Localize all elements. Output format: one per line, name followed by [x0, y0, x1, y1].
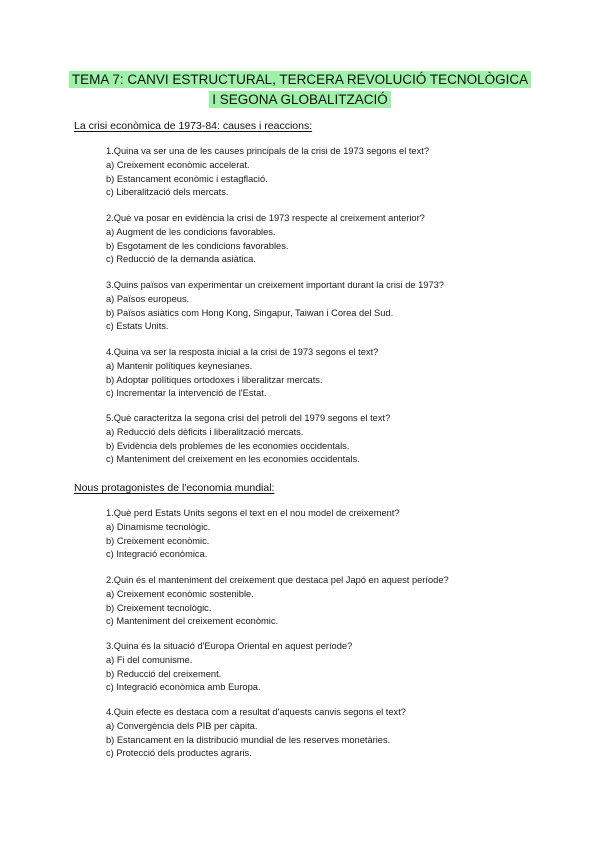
answer-options [106, 159, 546, 200]
answer-options [106, 360, 546, 401]
answer-option: c) Manteniment del creixement en les economies occidentals. [106, 454, 360, 465]
title-line-1: TEMA 7: CANVI ESTRUCTURAL, TERCERA REVOLUCIÓ TECNOLÒGICA [69, 71, 531, 88]
answer-option: b) Reducció del creixement. [106, 668, 222, 679]
answer-option: a) Fi del comunisme. [106, 654, 193, 665]
answer-option: c) Manteniment del creixement econòmic. [106, 616, 279, 627]
question-block [106, 346, 546, 401]
answer-options [106, 588, 546, 629]
answer-option: a) Convergència dels PIB per càpita. [106, 720, 258, 731]
question-block [106, 507, 546, 562]
question-stem: 1.Quina va ser una de les causes principals de la crisi de 1973 segons el text? [106, 146, 429, 156]
section-heading-crisis: La crisi econòmica de 1973-84: causes i reaccions: [74, 120, 313, 132]
question-stem: 2.Quin és el manteniment del creixement que destaca pel Japó en aquest període? [106, 575, 449, 585]
answer-options [106, 426, 546, 467]
question-block [106, 412, 546, 467]
question-stem: 3.Quins països van experimentar un creixement important durant la crisi de 1973? [106, 280, 444, 290]
answer-options [106, 654, 546, 695]
question-block [106, 574, 546, 629]
question-stem: 4.Quin efecte es destaca com a resultat d'aquests canvis segons el text? [106, 707, 406, 717]
question-block [106, 279, 546, 334]
question-block [106, 706, 546, 761]
answer-options [106, 720, 546, 761]
answer-option: c) Integració econòmica. [106, 549, 208, 560]
answer-option: b) Adoptar polítiques ortodoxes i liberalitzar mercats. [106, 374, 323, 385]
question-stem: 2.Què va posar en evidència la crisi de 1973 respecte al creixement anterior? [106, 213, 425, 223]
answer-options [106, 521, 546, 562]
answer-option: a) Creixement econòmic sostenible. [106, 588, 254, 599]
answer-option: c) Reducció de la demanda asiàtica. [106, 254, 256, 265]
question-stem: 5.Què caracteritza la segona crisi del petroli del 1979 segons el text? [106, 413, 391, 423]
answer-option: c) Incrementar la intervenció de l'Estat. [106, 388, 267, 399]
answer-option: a) Països europeus. [106, 293, 190, 304]
answer-option: b) Estancament en la distribució mundial de les reserves monetàries. [106, 734, 391, 745]
question-stem: 4.Quina va ser la resposta inicial a la crisi de 1973 segons el text? [106, 347, 379, 357]
answer-option: b) Evidència dels problemes de les economies occidentals. [106, 440, 350, 451]
answer-option: b) Creixement tecnològic. [106, 602, 212, 613]
answer-option: b) Creixement econòmic. [106, 535, 210, 546]
answer-option: a) Creixement econòmic accelerat. [106, 159, 250, 170]
answer-option: b) Estancament econòmic i estagflació. [106, 173, 268, 184]
answer-option: c) Protecció dels productes agraris. [106, 748, 252, 759]
answer-option: c) Liberalització dels mercats. [106, 187, 229, 198]
question-block [106, 640, 546, 695]
title-line-2: I SEGONA GLOBALITZACIÓ [209, 91, 391, 108]
answer-option: c) Integració econòmica amb Europa. [106, 682, 261, 693]
answer-option: b) Països asiàtics com Hong Kong, Singapur, Taiwan i Corea del Sud. [106, 307, 394, 318]
answer-options [106, 293, 546, 334]
answer-option: a) Augment de les condicions favorables. [106, 226, 276, 237]
question-block [106, 212, 546, 267]
question-stem: 3.Quina és la situació d'Europa Oriental en aquest període? [106, 641, 353, 651]
answer-option: a) Dinamisme tecnològic. [106, 521, 211, 532]
answer-option: a) Mantenir polítiques keynesianes. [106, 360, 253, 371]
answer-option: a) Reducció dels dèficits i liberalització mercats. [106, 426, 304, 437]
answer-option: c) Estats Units. [106, 321, 169, 332]
section-heading-protagonists: Nous protagonistes de l'economia mundial: [74, 482, 275, 494]
question-stem: 1.Què perd Estats Units segons el text en el nou model de creixement? [106, 508, 400, 518]
question-block [106, 145, 546, 200]
answer-option: b) Esgotament de les condicions favorables. [106, 240, 289, 251]
document-title [0, 70, 600, 110]
answer-options [106, 226, 546, 267]
